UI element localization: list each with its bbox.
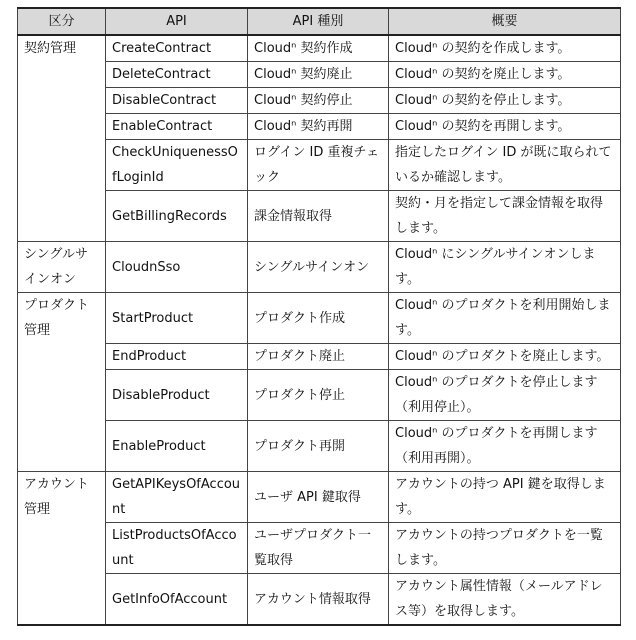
- kind-cell: ログイン ID 重複チェック: [248, 140, 389, 191]
- kind-cell: Cloudⁿ 契約再開: [248, 114, 389, 140]
- table-row: [18, 88, 621, 114]
- kind-cell: プロダクト廃止: [248, 344, 389, 370]
- table-row: [18, 472, 621, 523]
- kind-cell: ユーザプロダクト一覧取得: [248, 523, 389, 574]
- api-cell: DisableContract: [106, 88, 248, 114]
- api-cell: CheckUniquenessOfLoginId: [106, 140, 248, 191]
- header-row: [18, 8, 621, 35]
- table-row: [18, 293, 621, 344]
- api-cell: EnableProduct: [106, 421, 248, 472]
- header-api-kind: API 種別: [248, 8, 389, 35]
- desc-cell: アカウント属性情報（メールアドレス等）を取得します。: [389, 574, 621, 626]
- header-category: 区分: [18, 8, 106, 35]
- table-row: [18, 344, 621, 370]
- desc-cell: 契約・月を指定して課金情報を取得します。: [389, 191, 621, 242]
- kind-cell: プロダクト停止: [248, 370, 389, 421]
- api-cell: CreateContract: [106, 35, 248, 62]
- desc-cell: Cloudⁿ のプロダクトを再開します（利用再開）。: [389, 421, 621, 472]
- api-cell: DisableProduct: [106, 370, 248, 421]
- kind-cell: Cloudⁿ 契約作成: [248, 35, 389, 62]
- desc-cell: Cloudⁿ の契約を停止します。: [389, 88, 621, 114]
- api-cell: EnableContract: [106, 114, 248, 140]
- table-row: [18, 574, 621, 626]
- api-cell: GetAPIKeysOfAccount: [106, 472, 248, 523]
- table-row: [18, 421, 621, 472]
- desc-cell: Cloudⁿ の契約を廃止します。: [389, 62, 621, 88]
- kind-cell: シングルサインオン: [248, 242, 389, 293]
- table-row: [18, 191, 621, 242]
- category-cell: 契約管理: [18, 35, 106, 62]
- table-row: [18, 62, 621, 88]
- api-cell: EndProduct: [106, 344, 248, 370]
- api-cell: CloudnSso: [106, 242, 248, 293]
- desc-cell: Cloudⁿ のプロダクトを停止します（利用停止）。: [389, 370, 621, 421]
- kind-cell: ユーザ API 鍵取得: [248, 472, 389, 523]
- api-cell: GetInfoOfAccount: [106, 574, 248, 626]
- table-row: [18, 140, 621, 191]
- category-cell: [18, 140, 106, 191]
- category-cell: [18, 370, 106, 421]
- table-row: [18, 114, 621, 140]
- category-cell: [18, 523, 106, 574]
- kind-cell: Cloudⁿ 契約廃止: [248, 62, 389, 88]
- kind-cell: プロダクト再開: [248, 421, 389, 472]
- header-api: API: [106, 8, 248, 35]
- desc-cell: アカウントの持つプロダクトを一覧します。: [389, 523, 621, 574]
- kind-cell: アカウント情報取得: [248, 574, 389, 626]
- category-cell: [18, 62, 106, 88]
- table-row: [18, 523, 621, 574]
- category-cell: [18, 574, 106, 626]
- table-row: [18, 35, 621, 62]
- api-table: [17, 7, 621, 626]
- category-cell: シングルサインオン: [18, 242, 106, 293]
- api-cell: StartProduct: [106, 293, 248, 344]
- category-cell: [18, 88, 106, 114]
- desc-cell: Cloudⁿ のプロダクトを利用開始します。: [389, 293, 621, 344]
- kind-cell: プロダクト作成: [248, 293, 389, 344]
- desc-cell: 指定したログイン ID が既に取られているか確認します。: [389, 140, 621, 191]
- desc-cell: Cloudⁿ のプロダクトを廃止します。: [389, 344, 621, 370]
- table-row: [18, 242, 621, 293]
- category-cell: [18, 191, 106, 242]
- header-summary: 概要: [389, 8, 621, 35]
- desc-cell: Cloudⁿ にシングルサインオンします。: [389, 242, 621, 293]
- kind-cell: 課金情報取得: [248, 191, 389, 242]
- category-cell: [18, 114, 106, 140]
- category-cell: プロダクト管理: [18, 293, 106, 344]
- category-cell: アカウント管理: [18, 472, 106, 523]
- category-cell: [18, 421, 106, 472]
- desc-cell: Cloudⁿ の契約を再開します。: [389, 114, 621, 140]
- api-cell: GetBillingRecords: [106, 191, 248, 242]
- category-cell: [18, 344, 106, 370]
- kind-cell: Cloudⁿ 契約停止: [248, 88, 389, 114]
- table-row: [18, 370, 621, 421]
- api-cell: ListProductsOfAccount: [106, 523, 248, 574]
- api-table-container: [17, 7, 621, 626]
- api-cell: DeleteContract: [106, 62, 248, 88]
- desc-cell: アカウントの持つ API 鍵を取得します。: [389, 472, 621, 523]
- desc-cell: Cloudⁿ の契約を作成します。: [389, 35, 621, 62]
